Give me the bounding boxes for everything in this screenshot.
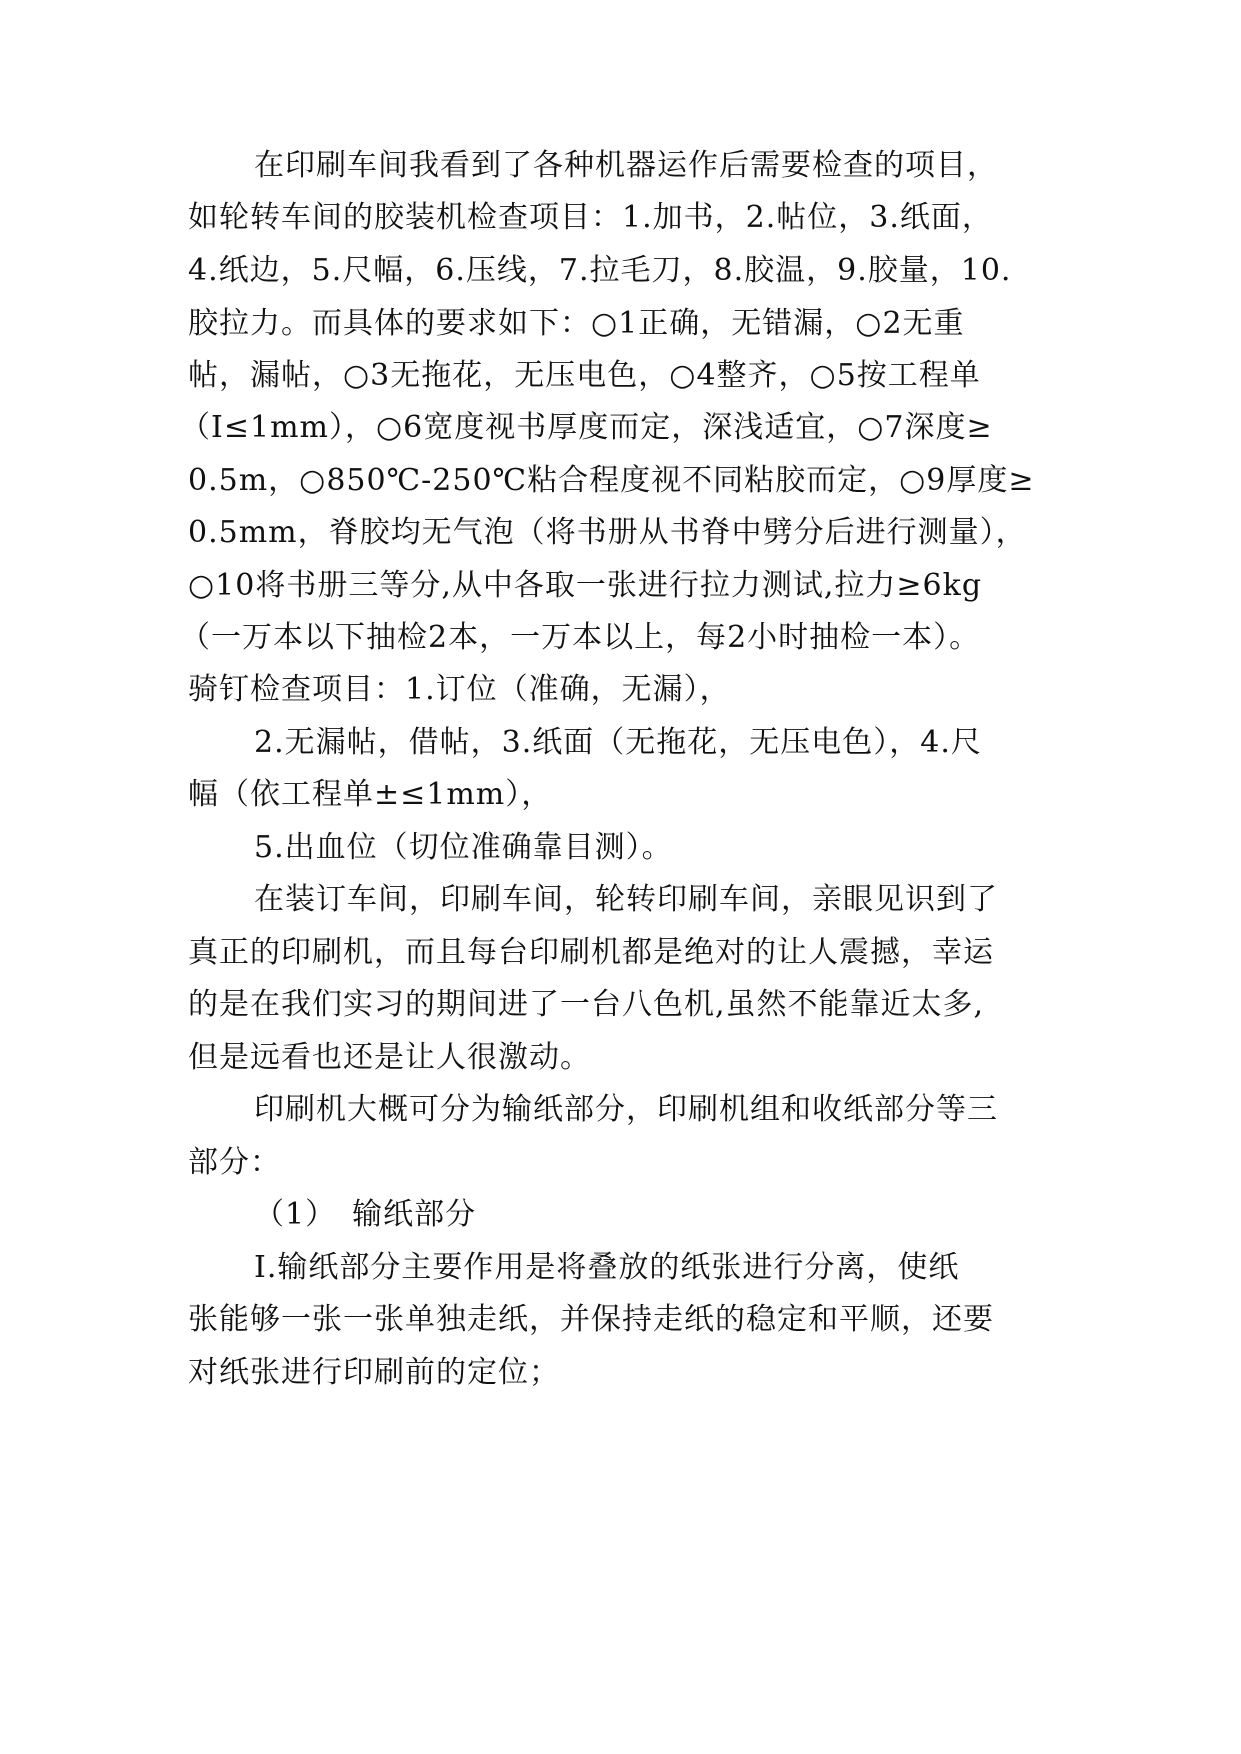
paragraph-line: 部分： bbox=[188, 1145, 281, 1180]
paragraph-line: 张能够一张一张单独走纸，并保持走纸的稳定和平顺，还要 bbox=[188, 1302, 994, 1337]
paragraph-line: ○10将书册三等分,从中各取一张进行拉力测试,拉力≥6kg bbox=[188, 568, 983, 603]
paragraph-line: 胶拉力。而具体的要求如下：○1正确，无错漏，○2无重 bbox=[188, 306, 965, 341]
paragraph-line: 但是远看也还是让人很激动。 bbox=[188, 1040, 591, 1075]
paragraph-line: 幅（依工程单±≤1mm）， bbox=[188, 777, 553, 812]
section-heading: （1） 输纸部分 bbox=[254, 1197, 477, 1232]
paragraph-line: 5.出血位（切位准确靠目测）。 bbox=[254, 830, 673, 865]
paragraph-line: 真正的印刷机，而且每台印刷机都是绝对的让人震撼，幸运 bbox=[188, 935, 994, 970]
paragraph-line: 帖，漏帖，○3无拖花，无压电色，○4整齐，○5按工程单 bbox=[188, 358, 981, 393]
paragraph-line: 0.5m，○850℃-250℃粘合程度视不同粘胶而定，○9厚度≥ bbox=[188, 463, 1035, 498]
paragraph-line: （I≤1mm），○6宽度视书厚度而定，深浅适宜，○7深度≥ bbox=[180, 410, 993, 445]
paragraph-line: Ⅰ.输纸部分主要作用是将叠放的纸张进行分离，使纸 bbox=[254, 1250, 960, 1285]
paragraph-line: （一万本以下抽检2本，一万本以上，每2小时抽检一本）。 bbox=[180, 620, 981, 655]
paragraph-line: 2.无漏帖，借帖，3.纸面（无拖花，无压电色），4.尺 bbox=[254, 725, 982, 760]
paragraph-line: 在印刷车间我看到了各种机器运作后需要检查的项目， bbox=[254, 148, 998, 183]
paragraph-line: 如轮转车间的胶装机检查项目：1.加书，2.帖位，3.纸面， bbox=[188, 200, 993, 235]
paragraph-line: 的是在我们实习的期间进了一台八色机,虽然不能靠近太多, bbox=[188, 987, 985, 1022]
paragraph-line: 0.5mm，脊胶均无气泡（将书册从书脊中劈分后进行测量）， bbox=[188, 515, 1027, 550]
paragraph-line: 对纸张进行印刷前的定位； bbox=[188, 1355, 560, 1390]
paragraph-line: 印刷机大概可分为输纸部分，印刷机组和收纸部分等三 bbox=[254, 1092, 998, 1127]
paragraph-line: 4.纸边，5.尺幅，6.压线，7.拉毛刀，8.胶温，9.胶量，10. bbox=[188, 253, 1012, 288]
paragraph-line: 骑钉检查项目：1.订位（准确，无漏）， bbox=[188, 672, 731, 707]
paragraph-line: 在装订车间，印刷车间，轮转印刷车间，亲眼见识到了 bbox=[254, 882, 998, 917]
